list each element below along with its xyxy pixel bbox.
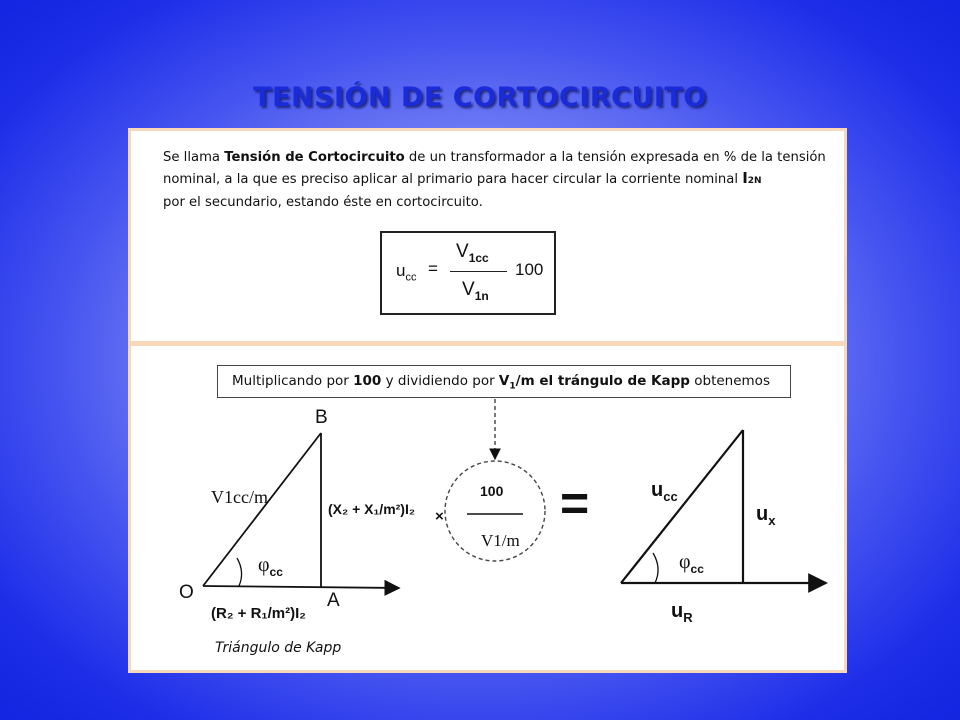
definition-panel [128, 128, 847, 344]
current-subscript: 2N [747, 176, 762, 186]
vertex-b-label: B [315, 407, 328, 428]
definition-term: Tensión de Cortocircuito [224, 150, 405, 165]
kapp-note-text1: Multiplicando por [232, 373, 354, 389]
right-vertical-label: $u_x$ [756, 503, 776, 528]
right-angle-label: $\varphi_{cc}$ [679, 551, 704, 576]
equals-sign: = [560, 475, 590, 531]
vertex-a-label: A [327, 590, 340, 611]
multiplier-numerator: 100 [480, 483, 504, 499]
left-angle-label: $\varphi_{cc}$ [258, 554, 283, 579]
formula-factor: 100 [515, 260, 544, 279]
left-hypotenuse-label: V1cc/m [211, 487, 268, 507]
definition-text [163, 147, 833, 213]
definition-prefix: Se llama [163, 150, 225, 165]
right-hypotenuse-label: $u_{cc}$ [651, 479, 678, 504]
current-symbol: I [742, 169, 748, 187]
left-vertical-label: (X₂ + X₁/m²)I₂ [328, 501, 416, 517]
kapp-note-100: 100 [353, 373, 382, 389]
definition-line1: de un transformador a la tensión expresada en % de la tensión [404, 150, 826, 165]
right-triangle [621, 430, 826, 583]
kapp-note-text3: obtenemos [689, 373, 770, 389]
kapp-note-text2: y dividiendo por [381, 373, 499, 389]
formula-equals: = [428, 259, 438, 278]
kapp-panel [128, 343, 847, 673]
left-horizontal-arrow [203, 586, 399, 588]
definition-line2: nominal, a la que es preciso aplicar al primario para hacer circular la corriente nominal [163, 172, 743, 187]
right-horizontal-label: $u_R$ [671, 600, 693, 625]
times-sign: × [435, 508, 444, 525]
definition-line3: por el secundario, estando éste en cortocircuito. [163, 195, 483, 210]
right-angle-arc [653, 553, 658, 583]
kapp-triangle-caption: Triángulo de Kapp [215, 640, 342, 656]
kapp-note-v1m: $V_1/m$ el trángulo de Kapp [498, 373, 690, 392]
vertex-o-label: O [179, 582, 194, 603]
kapp-diagram [131, 346, 847, 673]
multiplier-denominator: V1/m [481, 531, 520, 550]
left-angle-arc [237, 558, 242, 586]
formula-denominator: $V_{1n}$ [462, 279, 489, 303]
page-title: TENSIÓN DE CORTOCIRCUITO [253, 82, 707, 113]
fraction-bar [450, 271, 507, 272]
formula-lhs: $u_{cc}$ [396, 261, 417, 284]
formula-numerator: $V_{1cc}$ [456, 241, 489, 265]
left-horizontal-label: (R₂ + R₁/m²)I₂ [211, 605, 306, 622]
ucc-formula-box [380, 231, 556, 315]
